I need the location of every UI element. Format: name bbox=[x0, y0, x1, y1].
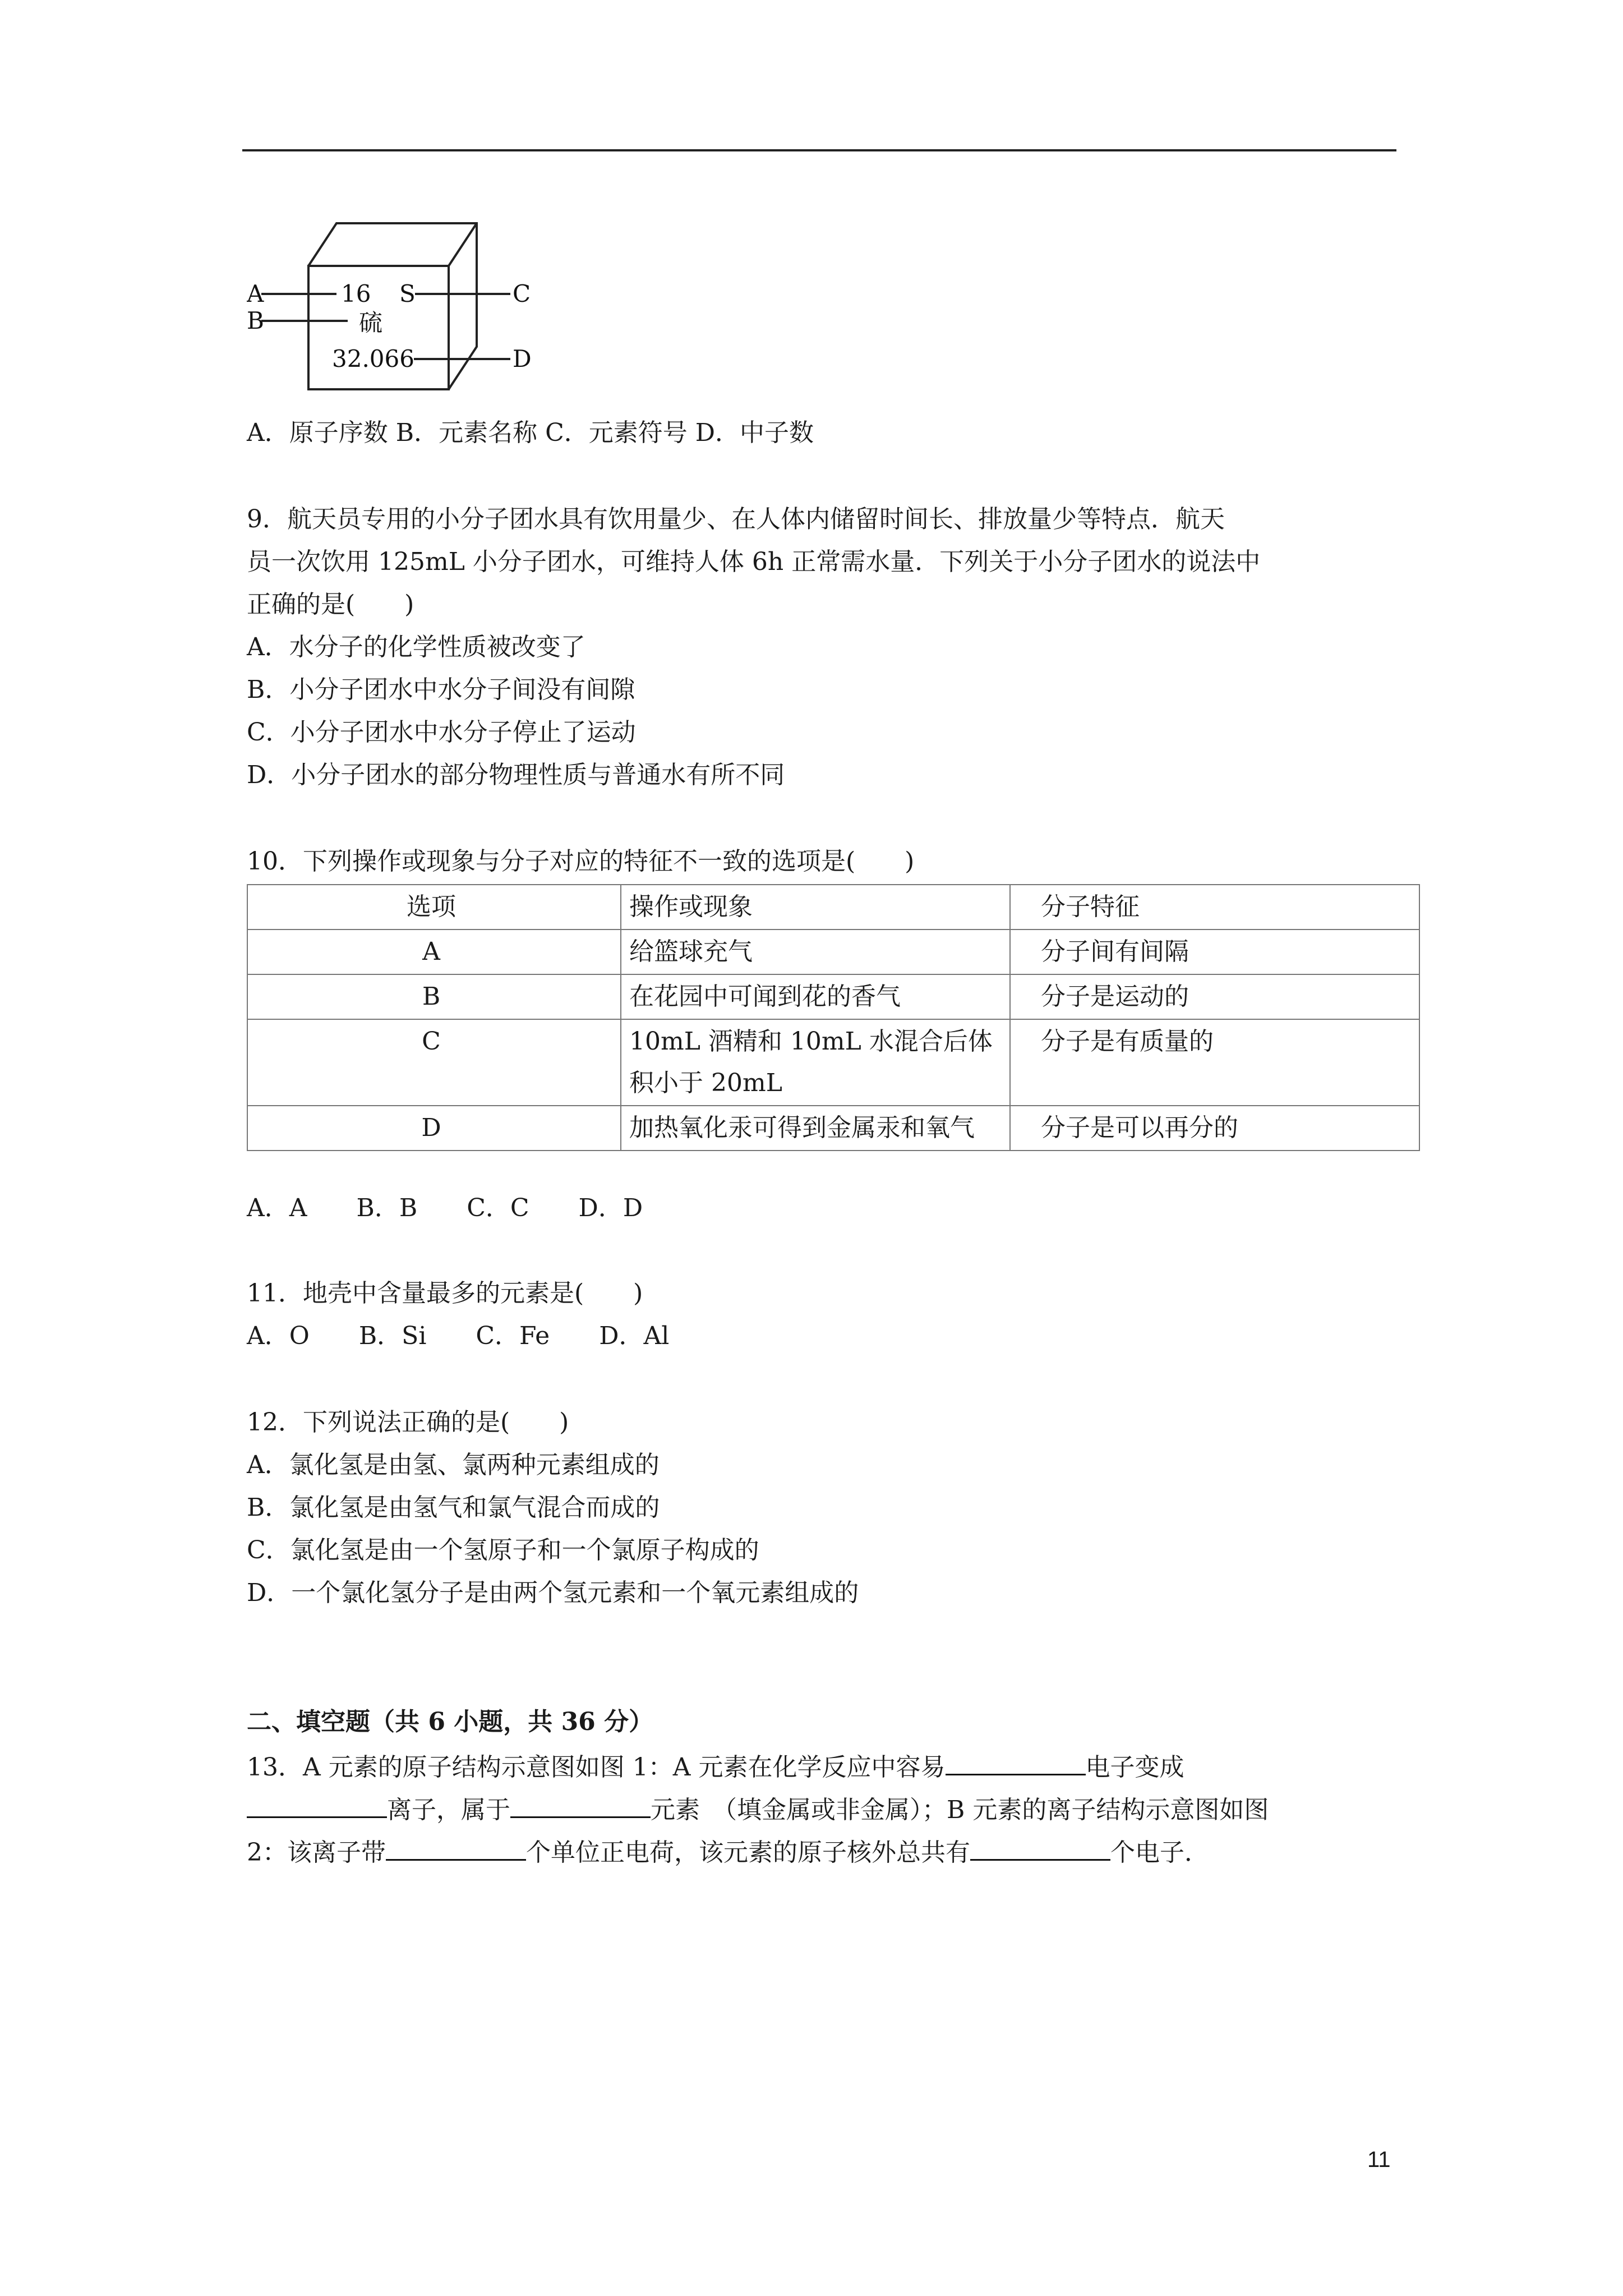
table-row bbox=[247, 930, 1419, 974]
section-title: 二、填空题（共 6 小题，共 36 分） bbox=[247, 1708, 654, 1736]
table-header-row bbox=[247, 885, 1419, 930]
figure-label-d: D bbox=[513, 345, 532, 372]
answer-blank[interactable] bbox=[970, 1834, 1110, 1861]
header-option: 选项 bbox=[247, 885, 621, 930]
q10-stem: 10．下列操作或现象与分子对应的特征不一致的选项是( ) bbox=[247, 847, 915, 876]
table-cell: 分子是可以再分的 bbox=[1010, 1106, 1419, 1151]
element-name: 硫 bbox=[359, 309, 383, 337]
table-cell: D bbox=[247, 1106, 621, 1151]
sulfur-element-cell-figure bbox=[247, 221, 538, 401]
atomic-mass: 32.066 bbox=[332, 345, 414, 372]
q12-option-a: A．氯化氢是由氢、氯两种元素组成的 bbox=[247, 1451, 660, 1479]
element-symbol: S bbox=[399, 280, 416, 307]
header-rule bbox=[242, 149, 1396, 151]
q13-line-3 bbox=[247, 1834, 1209, 1869]
q11-stem: 11．地壳中含量最多的元素是( ) bbox=[247, 1279, 643, 1308]
table-cell: 10mL 酒精和 10mL 水混合后体积小于 20mL bbox=[621, 1019, 1010, 1106]
q9-stem-line-1: 9．航天员专用的小分子团水具有饮用量少、在人体内储留时间长、排放量少等特点．航天 bbox=[247, 505, 1225, 533]
q9-stem-line-2: 员一次饮用 125mL 小分子团水，可维持人体 6h 正常需水量．下列关于小分子团水的说法中 bbox=[247, 547, 1261, 576]
atomic-number: 16 bbox=[341, 280, 371, 307]
figure-label-a: A bbox=[247, 280, 264, 307]
q13-text: 离子，属于 bbox=[387, 1796, 510, 1824]
q12-option-b: B．氯化氢是由氢气和氯气混合而成的 bbox=[247, 1493, 660, 1522]
table-row bbox=[247, 1106, 1419, 1151]
header-operation: 操作或现象 bbox=[621, 885, 1010, 930]
table-cell: 分子是有质量的 bbox=[1010, 1019, 1419, 1106]
table-cell: 给篮球充气 bbox=[621, 930, 1010, 974]
q13-text: 电子变成 bbox=[1085, 1753, 1184, 1782]
figure-label-c: C bbox=[513, 280, 531, 307]
q13-text: 元素 （填金属或非金属）；B 元素的离子结构示意图如图 bbox=[651, 1796, 1269, 1824]
q13-text: 个单位正电荷，该元素的原子核外总共有 bbox=[526, 1838, 970, 1867]
q13-line-2 bbox=[247, 1792, 1269, 1826]
q9-option-b: B．小分子团水中水分子间没有间隙 bbox=[247, 675, 635, 704]
answer-blank[interactable] bbox=[247, 1792, 387, 1818]
q13-text: 13．A 元素的原子结构示意图如图 1：A 元素在化学反应中容易 bbox=[247, 1753, 946, 1782]
table-cell: 分子是运动的 bbox=[1010, 974, 1419, 1019]
q9-option-d: D．小分子团水的部分物理性质与普通水有所不同 bbox=[247, 761, 785, 789]
q11-options: A．O B．Si C．Fe D．Al bbox=[247, 1322, 670, 1350]
q12-stem: 12．下列说法正确的是( ) bbox=[247, 1408, 569, 1437]
table-cell: 在花园中可闻到花的香气 bbox=[621, 974, 1010, 1019]
answer-blank[interactable] bbox=[946, 1749, 1086, 1775]
answer-blank[interactable] bbox=[510, 1792, 651, 1818]
table-row bbox=[247, 974, 1419, 1019]
table-cell: 加热氧化汞可得到金属汞和氧气 bbox=[621, 1106, 1010, 1151]
q9-option-a: A．水分子的化学性质被改变了 bbox=[247, 633, 585, 661]
q13-line-1 bbox=[247, 1749, 1184, 1783]
header-feature: 分子特征 bbox=[1010, 885, 1419, 930]
figure-label-b: B bbox=[247, 307, 264, 334]
answer-blank[interactable] bbox=[386, 1834, 526, 1861]
q10-options: A．A B．B C．C D．D bbox=[247, 1194, 643, 1222]
table-row bbox=[247, 1019, 1419, 1106]
q8-options: A．原子序数 B．元素名称 C．元素符号 D．中子数 bbox=[247, 418, 814, 447]
table-cell: C bbox=[247, 1019, 621, 1106]
table-cell: B bbox=[247, 974, 621, 1019]
q9-stem-line-3: 正确的是( ) bbox=[247, 590, 414, 619]
q9-option-c: C．小分子团水中水分子停止了运动 bbox=[247, 718, 636, 747]
q12-option-c: C．氯化氢是由一个氢原子和一个氯原子构成的 bbox=[247, 1536, 759, 1565]
q13-text: 2：该离子带 bbox=[247, 1838, 386, 1867]
q10-table bbox=[247, 884, 1420, 1151]
q13-text: 个电子． bbox=[1110, 1838, 1209, 1867]
table-cell: 分子间有间隔 bbox=[1010, 930, 1419, 974]
table-cell: A bbox=[247, 930, 621, 974]
page-number: 11 bbox=[1367, 2147, 1391, 2172]
q12-option-d: D．一个氯化氢分子是由两个氢元素和一个氧元素组成的 bbox=[247, 1579, 859, 1607]
